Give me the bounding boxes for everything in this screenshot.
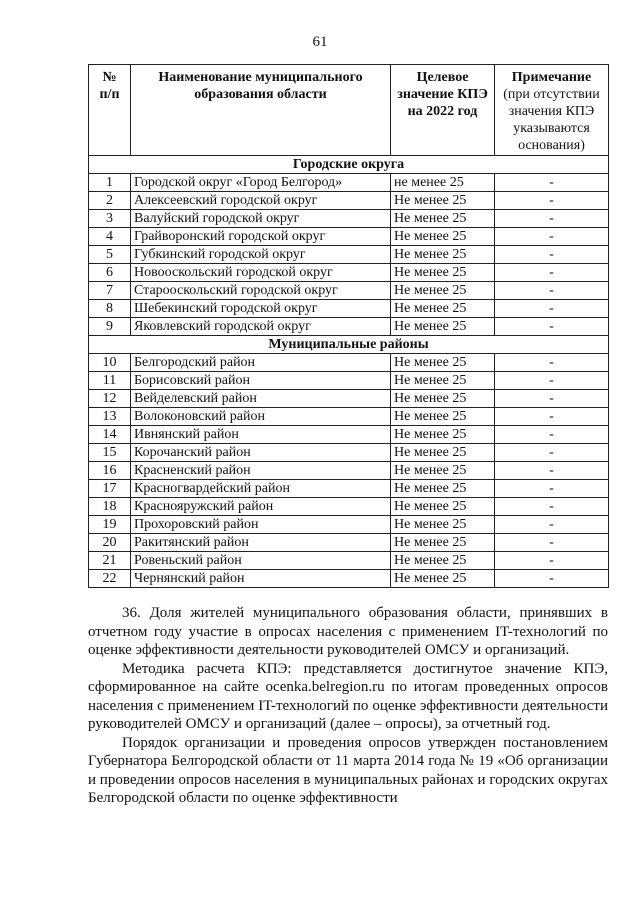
note-cell: - — [495, 192, 609, 210]
municipality-name: Ивнянский район — [131, 426, 391, 444]
target-value: Не менее 25 — [391, 408, 495, 426]
note-cell: - — [495, 570, 609, 588]
municipality-name: Шебекинский городской округ — [131, 300, 391, 318]
note-cell: - — [495, 462, 609, 480]
municipality-name: Городской округ «Город Белгород» — [131, 174, 391, 192]
target-value: Не менее 25 — [391, 426, 495, 444]
row-number: 1 — [89, 174, 131, 192]
table-row — [89, 192, 609, 210]
municipality-name: Прохоровский район — [131, 516, 391, 534]
target-value: Не менее 25 — [391, 246, 495, 264]
section-title: Муниципальные районы — [89, 336, 609, 354]
table-row — [89, 174, 609, 192]
table-row — [89, 228, 609, 246]
table-body — [89, 156, 609, 588]
row-number: 8 — [89, 300, 131, 318]
target-value: Не менее 25 — [391, 210, 495, 228]
municipality-name: Чернянский район — [131, 570, 391, 588]
table-row — [89, 354, 609, 372]
row-number: 2 — [89, 192, 131, 210]
municipality-name: Яковлевский городской округ — [131, 318, 391, 336]
row-number: 3 — [89, 210, 131, 228]
row-number: 21 — [89, 552, 131, 570]
target-value: Не менее 25 — [391, 354, 495, 372]
table-header-row — [89, 65, 609, 156]
row-number: 17 — [89, 480, 131, 498]
note-cell: - — [495, 174, 609, 192]
note-cell: - — [495, 210, 609, 228]
municipality-name: Ракитянский район — [131, 534, 391, 552]
row-number: 19 — [89, 516, 131, 534]
header-note — [495, 65, 609, 156]
municipality-name: Ровеньский район — [131, 552, 391, 570]
municipality-name: Белгородский район — [131, 354, 391, 372]
municipality-name: Новооскольский городской округ — [131, 264, 391, 282]
table-section-row — [89, 156, 609, 174]
note-cell: - — [495, 426, 609, 444]
target-value: Не менее 25 — [391, 264, 495, 282]
note-cell: - — [495, 282, 609, 300]
municipality-name: Старооскольский городской округ — [131, 282, 391, 300]
table-row — [89, 246, 609, 264]
target-value: Не менее 25 — [391, 534, 495, 552]
municipality-name: Грайворонский городской округ — [131, 228, 391, 246]
note-cell: - — [495, 354, 609, 372]
target-value: Не менее 25 — [391, 444, 495, 462]
paragraph-procedure: Порядок организации и проведения опросов утвержден постановлением Губернатора Белгородской области от 11 марта 2014 года № 19 «Об организации и проведении опросов населения в муниципальных районах и городских округах Белгородской области по оценке эффективности — [88, 734, 608, 806]
target-value: не менее 25 — [391, 174, 495, 192]
municipality-name: Красненский район — [131, 462, 391, 480]
note-cell: - — [495, 480, 609, 498]
header-note-subtitle: (при отсутствии значения КПЭ указываются основания) — [503, 87, 600, 153]
page-number: 61 — [312, 34, 328, 50]
section-title: Городские округа — [89, 156, 609, 174]
table-row — [89, 516, 609, 534]
target-value: Не менее 25 — [391, 318, 495, 336]
target-value: Не менее 25 — [391, 570, 495, 588]
row-number: 13 — [89, 408, 131, 426]
target-value: Не менее 25 — [391, 480, 495, 498]
table-row — [89, 570, 609, 588]
note-cell: - — [495, 300, 609, 318]
table-row — [89, 264, 609, 282]
row-number: 7 — [89, 282, 131, 300]
table-row — [89, 210, 609, 228]
municipality-name: Вейделевский район — [131, 390, 391, 408]
row-number: 22 — [89, 570, 131, 588]
note-cell: - — [495, 444, 609, 462]
target-value: Не менее 25 — [391, 228, 495, 246]
header-municipality-name: Наименование муниципального образования области — [131, 65, 391, 156]
row-number: 12 — [89, 390, 131, 408]
table-row — [89, 462, 609, 480]
body-text — [88, 604, 608, 808]
row-number: 20 — [89, 534, 131, 552]
row-number: 10 — [89, 354, 131, 372]
note-cell: - — [495, 318, 609, 336]
municipality-name: Борисовский район — [131, 372, 391, 390]
target-value: Не менее 25 — [391, 552, 495, 570]
note-cell: - — [495, 390, 609, 408]
municipality-name: Красногвардейский район — [131, 480, 391, 498]
note-cell: - — [495, 408, 609, 426]
row-number: 16 — [89, 462, 131, 480]
target-value: Не менее 25 — [391, 372, 495, 390]
municipality-name: Валуйский городской округ — [131, 210, 391, 228]
target-value: Не менее 25 — [391, 462, 495, 480]
paragraph-method: Методика расчета КПЭ: представляется достигнутое значение КПЭ, сформированное на сайте ocenka.belregion.ru по итогам проведенных опросов населения с применением IT-технологий по оценке эффективности деятельности руководителей ОМСУ и организаций (далее – опросы), за отчетный год. — [88, 660, 608, 732]
note-cell: - — [495, 372, 609, 390]
note-cell: - — [495, 516, 609, 534]
row-number: 5 — [89, 246, 131, 264]
target-value: Не менее 25 — [391, 390, 495, 408]
table-row — [89, 480, 609, 498]
target-value: Не менее 25 — [391, 498, 495, 516]
note-cell: - — [495, 264, 609, 282]
table-row — [89, 390, 609, 408]
note-cell: - — [495, 228, 609, 246]
table-row — [89, 534, 609, 552]
table-row — [89, 426, 609, 444]
note-cell: - — [495, 534, 609, 552]
kpe-table — [88, 64, 609, 588]
table-row — [89, 300, 609, 318]
row-number: 11 — [89, 372, 131, 390]
row-number: 6 — [89, 264, 131, 282]
note-cell: - — [495, 498, 609, 516]
table-row — [89, 318, 609, 336]
row-number: 18 — [89, 498, 131, 516]
row-number: 15 — [89, 444, 131, 462]
municipality-name: Алексеевский городской округ — [131, 192, 391, 210]
row-number: 4 — [89, 228, 131, 246]
table-row — [89, 282, 609, 300]
target-value: Не менее 25 — [391, 300, 495, 318]
table-row — [89, 408, 609, 426]
target-value: Не менее 25 — [391, 516, 495, 534]
target-value: Не менее 25 — [391, 282, 495, 300]
note-cell: - — [495, 246, 609, 264]
table-row — [89, 444, 609, 462]
paragraph-kpe-36: 36. Доля жителей муниципального образования области, принявших в отчетном году участие в опросах населения с применением IT-технологий по оценке эффективности деятельности руководителей ОМСУ и организаций. — [88, 605, 608, 658]
municipality-name: Губкинский городской округ — [131, 246, 391, 264]
header-target-value: Целевое значение КПЭ на 2022 год — [391, 65, 495, 156]
header-number: № п/п — [89, 65, 131, 156]
table-row — [89, 372, 609, 390]
row-number: 9 — [89, 318, 131, 336]
target-value: Не менее 25 — [391, 192, 495, 210]
municipality-name: Корочанский район — [131, 444, 391, 462]
note-cell: - — [495, 552, 609, 570]
table-row — [89, 552, 609, 570]
municipality-name: Краснояружский район — [131, 498, 391, 516]
header-note-title: Примечание — [511, 70, 592, 85]
table-section-row — [89, 336, 609, 354]
municipality-name: Волоконовский район — [131, 408, 391, 426]
table-row — [89, 498, 609, 516]
row-number: 14 — [89, 426, 131, 444]
